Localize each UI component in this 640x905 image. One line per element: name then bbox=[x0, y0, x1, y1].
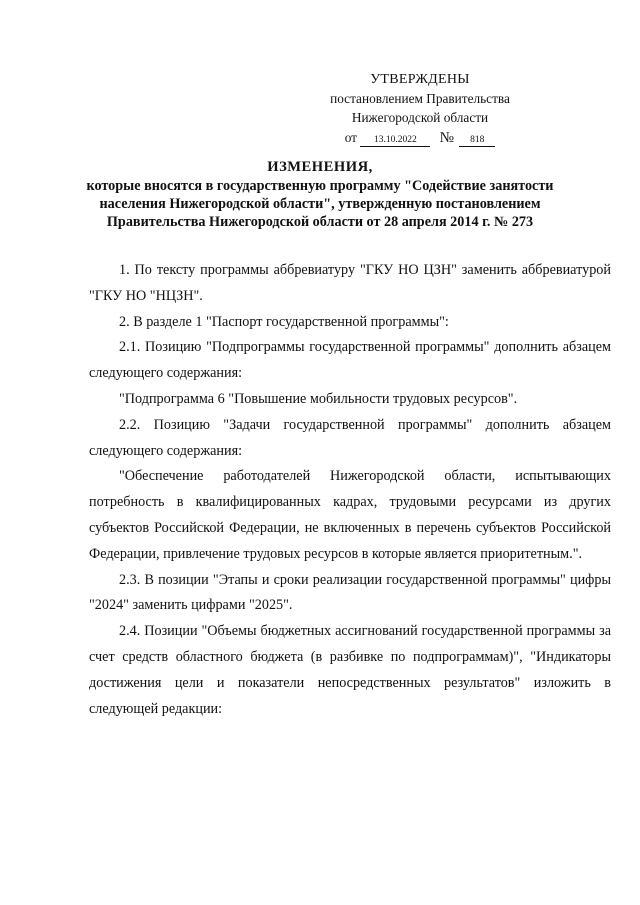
title-subtitle-line-1: которые вносятся в государственную программу "Содействие занятости bbox=[86, 178, 554, 194]
paragraph-2-1: 2.1. Позицию "Подпрограммы государственной программы" дополнить абзацем следующего содержания: bbox=[89, 339, 611, 382]
paragraph-2-2-quote: "Обеспечение работодателей Нижегородской области, испытывающих потребность в квалифицированных кадрах, трудовыми ресурсами из других субъектов Российской Федерации, не включенных в перечень субъектов Российской Федерации, привлечение трудовых ресурсов в которые является приоритетным.". bbox=[89, 468, 611, 562]
approval-line-2: Нижегородской области bbox=[351, 110, 489, 125]
approval-number-sign: № bbox=[439, 130, 454, 146]
approval-line-1: постановлением Правительства bbox=[330, 91, 510, 106]
document-title bbox=[50, 158, 590, 231]
approval-date-line bbox=[300, 128, 540, 148]
paragraph-2-1-quote: "Подпрограмма 6 "Повышение мобильности трудовых ресурсов". bbox=[119, 390, 518, 407]
approval-block bbox=[300, 70, 540, 148]
paragraph-2-2: 2.2. Позицию "Задачи государственной программы" дополнить абзацем следующего содержания: bbox=[89, 416, 611, 459]
title-heading: ИЗМЕНЕНИЯ, bbox=[267, 159, 373, 175]
paragraph-2-3: 2.3. В позиции "Этапы и сроки реализации государственной программы" цифры "2024" заменить цифрами "2025". bbox=[89, 571, 611, 614]
paragraph-2: 2. В разделе 1 "Паспорт государственной программы": bbox=[119, 313, 449, 330]
approval-date: 13.10.2022 bbox=[360, 134, 430, 147]
title-subtitle-line-2: населения Нижегородской области", утвержденную постановлением bbox=[99, 196, 541, 212]
title-subtitle-line-3: Правительства Нижегородской области от 28 апреля 2014 г. № 273 bbox=[106, 214, 534, 230]
paragraph-2-4: 2.4. Позиции "Объемы бюджетных ассигнований государственной программы за счет средств областного бюджета (в разбивке по подпрограммам)", "Индикаторы достижения цели и показатели непосредственных результатов" изложить в следующей редакции: bbox=[89, 623, 611, 717]
document-body bbox=[89, 258, 611, 722]
approval-stamp: УТВЕРЖДЕНЫ bbox=[370, 72, 470, 87]
paragraph-1: 1. По тексту программы аббревиатуру "ГКУ НО ЦЗН" заменить аббревиатурой "ГКУ НО "НЦЗН". bbox=[89, 262, 611, 304]
approval-number: 818 bbox=[459, 134, 495, 147]
approval-date-prefix: от bbox=[344, 130, 357, 145]
